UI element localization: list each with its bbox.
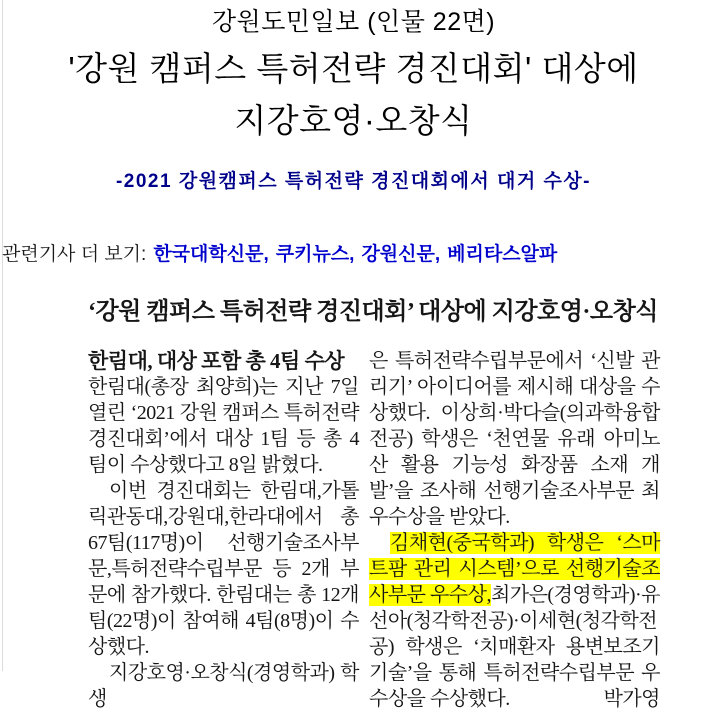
main-title-line1: '강원 캠퍼스 특허전략 경진대회' 대상에 (68, 50, 639, 87)
left-paragraph-2: 이번 경진대회는 한림대,가톨릭관동대,강원대,한라대에서 총 67팀(117명)이 선행기술조사부문,특허전략수립부문 등 2개 부문에 참가했다. 한림대는 총 12개팀(22명)이 참여해 4팀(8명)이 수상했다. (88, 480, 359, 658)
article-right-column (369, 348, 660, 712)
related-links-row (2, 239, 557, 266)
article-columns (88, 348, 660, 712)
article-headline: ‘강원 캠퍼스 특허전략 경진대회’ 대상에 지강호영·오창식 (88, 299, 658, 325)
article-clipping (88, 296, 660, 712)
main-title-line2: 지강호영·오창식 (234, 102, 473, 139)
column-subhead: 한림대, 대상 포함 총 4팀 수상 (88, 349, 345, 373)
right-paragraph-1: 은 특허전략수립부문에서 ‘신발 관리기’ 아이디어를 제시해 대상을 수상했다. 이상희·박다슬(의과학융합전공) 학생은 ‘천연물 유래 아미노산 활용 기능성 화장품 소재 개발’을 조사해 선행기술조사부문 최우수상을 받았다. (369, 350, 660, 528)
related-link-kukinews[interactable]: 쿠키뉴스, (275, 244, 355, 265)
right-paragraph-2-rest: 최가은(경영학과)·유선아(청각학전공)·이세현(청각학전공) 학생은 ‘치매환자 용변보조기 기술’을 통해 특허전략수립부문 우수상을 수상했다. (369, 584, 660, 710)
related-link-kangwonshinmun[interactable]: 강원신문, (361, 244, 441, 265)
related-link-veritasalpha[interactable]: 베리타스알파 (447, 244, 558, 265)
related-links-label: 관련기사 더 보기: (2, 244, 147, 265)
article-left-column (88, 348, 359, 712)
main-title (0, 43, 707, 147)
award-subtitle: -2021 강원캠퍼스 특허전략 경진대회에서 대거 수상- (115, 171, 592, 192)
related-link-hankookdaehak[interactable]: 한국대학신문, (153, 244, 269, 265)
highlighted-text: 김채현(중국학과) 학생은 ‘스마트팜 관리 시스템’으로 선행기술조사부문 우수상, (369, 532, 660, 606)
masthead-line: 강원도민일보 (인물 22면) (211, 8, 496, 36)
right-paragraph-2 (369, 530, 660, 712)
left-paragraph-3: 지강호영·오창식(경영학과) 학생 (88, 662, 359, 710)
left-paragraph-1: 한림대(총장 최양희)는 지난 7일 열린 ‘2021 강원 캠퍼스 특허전략 경진대회’에서 대상 1팀 등 총 4팀이 수상했다고 8일 밝혔다. (88, 376, 359, 476)
reporter-name: 박가영 (603, 688, 660, 710)
page-header (0, 6, 707, 147)
